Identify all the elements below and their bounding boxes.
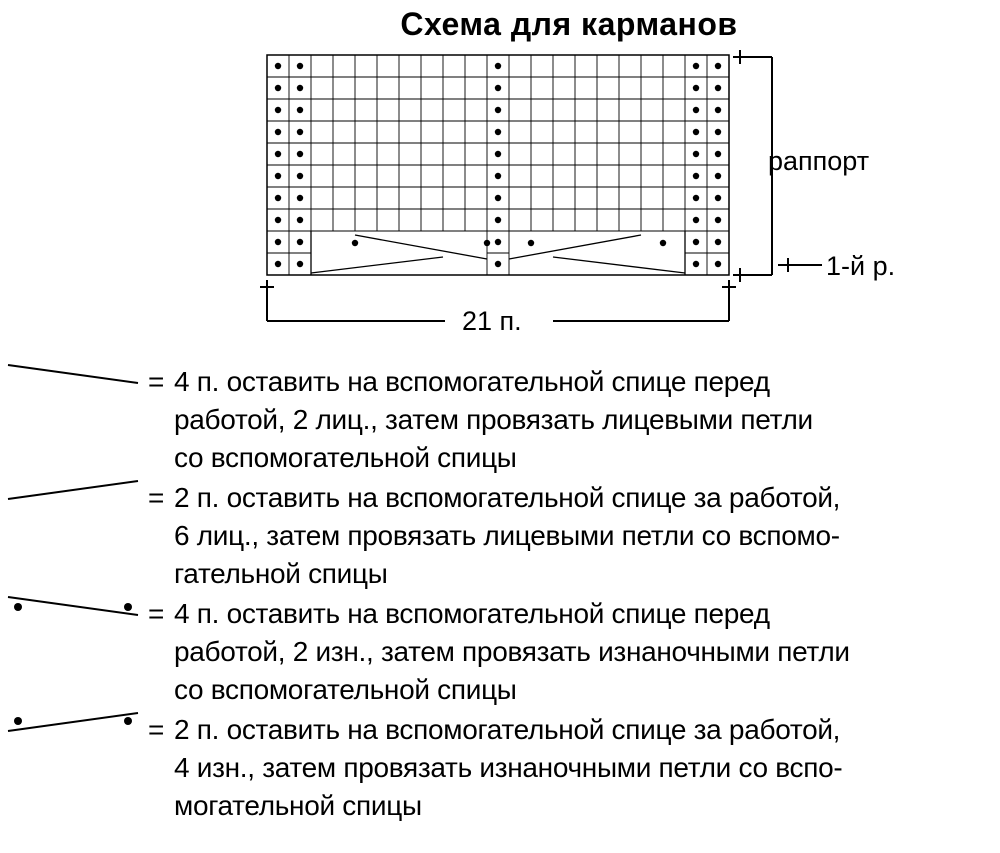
legend-line: со вспомогательной спицы <box>174 674 517 705</box>
cable-line <box>509 235 641 259</box>
purl-dot <box>495 85 501 91</box>
chart-title: Схема для карманов <box>400 6 738 42</box>
purl-dot <box>275 261 281 267</box>
legend-line: со вспомогательной спицы <box>174 442 517 473</box>
cross-left-knit-symbol-icon <box>0 355 150 415</box>
legend-line: 2 п. оставить на вспомогательной спице за работой, <box>174 714 841 745</box>
purl-dot <box>495 129 501 135</box>
legend <box>0 355 1000 819</box>
purl-dot <box>495 107 501 113</box>
repeat-bracket <box>733 50 772 282</box>
purl-dot <box>297 129 303 135</box>
legend-equals: = <box>148 598 165 629</box>
purl-dot <box>715 151 721 157</box>
legend-line: работой, 2 лиц., затем провязать лицевыми петли <box>174 404 813 435</box>
first-row-marker <box>778 258 822 272</box>
cross-left-purl-symbol-icon <box>0 587 150 647</box>
legend-item-1 <box>0 355 1000 471</box>
purl-dot <box>693 151 699 157</box>
knitting-chart <box>0 0 1000 340</box>
purl-dot <box>693 261 699 267</box>
purl-dot <box>715 195 721 201</box>
purl-dot <box>495 217 501 223</box>
cable-purl-dot <box>484 240 490 246</box>
legend-text <box>174 711 1000 825</box>
purl-dot <box>693 195 699 201</box>
purl-dot <box>495 63 501 69</box>
legend-item-3 <box>0 587 1000 703</box>
cable-line <box>355 235 487 259</box>
legend-text <box>174 363 1000 477</box>
purl-dot <box>715 261 721 267</box>
cable-line <box>553 257 685 273</box>
legend-line: работой, 2 изн., затем провязать изнаночными петли <box>174 636 850 667</box>
purl-dot <box>297 85 303 91</box>
repeat-label: раппорт <box>768 146 870 176</box>
cable-purl-dot <box>660 240 666 246</box>
legend-item-4 <box>0 703 1000 819</box>
legend-equals: = <box>148 366 165 397</box>
purl-dot <box>715 173 721 179</box>
legend-line: могательной спицы <box>174 790 422 821</box>
purl-dot <box>297 63 303 69</box>
legend-line: 4 изн., затем провязать изнаночными петли со вспо- <box>174 752 843 783</box>
purl-dot <box>275 173 281 179</box>
legend-line: 2 п. оставить на вспомогательной спице за работой, <box>174 482 841 513</box>
purl-dot <box>495 239 501 245</box>
cross-right-knit-symbol-icon <box>0 471 150 531</box>
purl-dot <box>297 173 303 179</box>
legend-line: 4 п. оставить на вспомогательной спице перед <box>174 366 770 397</box>
cable-purl-dot <box>528 240 534 246</box>
legend-equals: = <box>148 482 165 513</box>
purl-dot <box>297 261 303 267</box>
purl-dot <box>275 239 281 245</box>
legend-item-2 <box>0 471 1000 587</box>
purl-dot <box>715 239 721 245</box>
legend-text <box>174 479 1000 593</box>
legend-line: 4 п. оставить на вспомогательной спице перед <box>174 598 770 629</box>
purl-dot <box>715 217 721 223</box>
purl-dot <box>495 195 501 201</box>
cable-purl-dot <box>352 240 358 246</box>
cross-right-purl-symbol-icon <box>0 703 150 763</box>
purl-dot <box>297 217 303 223</box>
purl-dot <box>693 173 699 179</box>
purl-dot <box>715 129 721 135</box>
purl-dot <box>693 239 699 245</box>
legend-line: гательной спицы <box>174 558 388 589</box>
purl-dot <box>297 239 303 245</box>
purl-dot <box>693 217 699 223</box>
purl-dot <box>693 63 699 69</box>
purl-dot <box>275 63 281 69</box>
purl-dot <box>693 129 699 135</box>
purl-dot <box>715 107 721 113</box>
purl-dot <box>297 151 303 157</box>
purl-dot <box>275 107 281 113</box>
purl-dot <box>495 261 501 267</box>
cable-line <box>311 257 443 273</box>
purl-dot <box>495 151 501 157</box>
first-row-label: 1-й р. <box>826 251 896 281</box>
purl-dot <box>275 217 281 223</box>
purl-dot <box>297 195 303 201</box>
purl-dot <box>275 129 281 135</box>
legend-line: 6 лиц., затем провязать лицевыми петли со вспомо- <box>174 520 840 551</box>
purl-dot <box>495 173 501 179</box>
purl-dot <box>275 195 281 201</box>
width-label: 21 п. <box>462 306 522 336</box>
purl-dot <box>693 107 699 113</box>
purl-dot <box>275 151 281 157</box>
purl-dot <box>715 63 721 69</box>
legend-equals: = <box>148 714 165 745</box>
purl-dot <box>715 85 721 91</box>
purl-dot <box>275 85 281 91</box>
purl-dot <box>297 107 303 113</box>
legend-text <box>174 595 1000 709</box>
purl-dot <box>693 85 699 91</box>
